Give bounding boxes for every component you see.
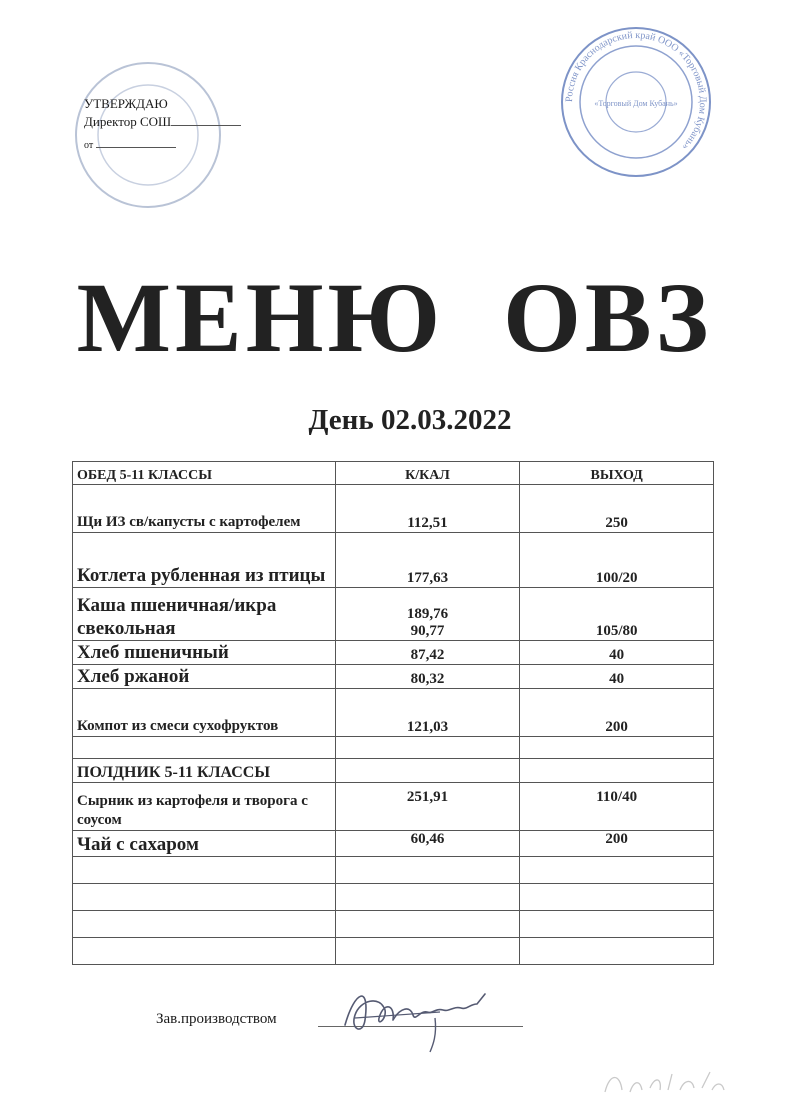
dish-output: 40 bbox=[520, 641, 714, 665]
table-row bbox=[73, 485, 714, 533]
dish-name: Каша пшеничная/икра свекольная bbox=[73, 588, 336, 641]
faint-pencil-mark bbox=[600, 1062, 730, 1100]
table-row bbox=[73, 689, 714, 737]
table-row bbox=[73, 831, 714, 857]
dish-kcal-second: 90,77 bbox=[410, 623, 445, 639]
dish-output: 100/20 bbox=[520, 533, 714, 588]
dish-kcal: 177,63 bbox=[335, 533, 520, 588]
dish-name: Сырник из картофеля и творога с соусом bbox=[73, 783, 336, 831]
dish-kcal: 121,03 bbox=[335, 689, 520, 737]
dish-name: Щи ИЗ св/капусты с картофелем bbox=[73, 485, 336, 533]
dish-kcal: 189,76 bbox=[406, 606, 449, 622]
dish-name: Котлета рубленная из птицы bbox=[73, 533, 336, 588]
table-row-empty bbox=[73, 938, 714, 965]
director-signature-line bbox=[171, 125, 241, 126]
dish-name: Компот из смеси сухофруктов bbox=[73, 689, 336, 737]
table-row bbox=[73, 783, 714, 831]
company-stamp bbox=[556, 22, 716, 182]
dish-output: 200 bbox=[520, 831, 714, 857]
table-row-empty bbox=[73, 911, 714, 938]
dish-kcal: 80,32 bbox=[335, 665, 520, 689]
dish-output: 110/40 bbox=[520, 783, 714, 831]
table-row-section bbox=[73, 759, 714, 783]
stamp-center-text: «Торговый Дом Кубань» bbox=[594, 99, 678, 108]
dish-name: Чай с сахаром bbox=[73, 831, 336, 857]
menu-table bbox=[72, 461, 714, 965]
header-output: ВЫХОД bbox=[520, 462, 714, 485]
table-row bbox=[73, 641, 714, 665]
page-title: МЕНЮ ОВЗ bbox=[76, 262, 713, 373]
table-row-empty bbox=[73, 737, 714, 759]
table-row bbox=[73, 665, 714, 689]
dish-output: 250 bbox=[520, 485, 714, 533]
date-line bbox=[96, 147, 176, 148]
handwritten-signature bbox=[325, 980, 505, 1055]
table-row-empty bbox=[73, 857, 714, 884]
dish-output: 105/80 bbox=[520, 588, 714, 641]
section-snack-label: ПОЛДНИК 5-11 КЛАССЫ bbox=[73, 759, 336, 783]
dish-output: 40 bbox=[520, 665, 714, 689]
approval-block bbox=[84, 95, 241, 155]
dish-name: Хлеб пшеничный bbox=[73, 641, 336, 665]
dish-kcal: 87,42 bbox=[335, 641, 520, 665]
approve-label: УТВЕРЖДАЮ bbox=[84, 96, 168, 111]
dish-name: Хлеб ржаной bbox=[73, 665, 336, 689]
header-lunch: ОБЕД 5-11 КЛАССЫ bbox=[73, 462, 336, 485]
stamp-ring-text: Россия Краснодарский край ООО «Торговый Дом Кубань» bbox=[563, 29, 709, 153]
table-row-empty bbox=[73, 884, 714, 911]
table-header-row bbox=[73, 462, 714, 485]
from-label: от bbox=[84, 140, 94, 151]
dish-output: 200 bbox=[520, 689, 714, 737]
director-label: Директор СОШ bbox=[84, 114, 172, 129]
dish-kcal: 251,91 bbox=[335, 783, 520, 831]
header-kcal: К/КАЛ bbox=[335, 462, 520, 485]
dish-kcal-cell bbox=[335, 588, 520, 641]
dish-kcal: 112,51 bbox=[335, 485, 520, 533]
menu-date: День 02.03.2022 bbox=[308, 404, 512, 436]
dish-kcal: 60,46 bbox=[335, 831, 520, 857]
production-head-label: Зав.производством bbox=[156, 1011, 277, 1027]
table-row bbox=[73, 588, 714, 641]
table-row bbox=[73, 533, 714, 588]
